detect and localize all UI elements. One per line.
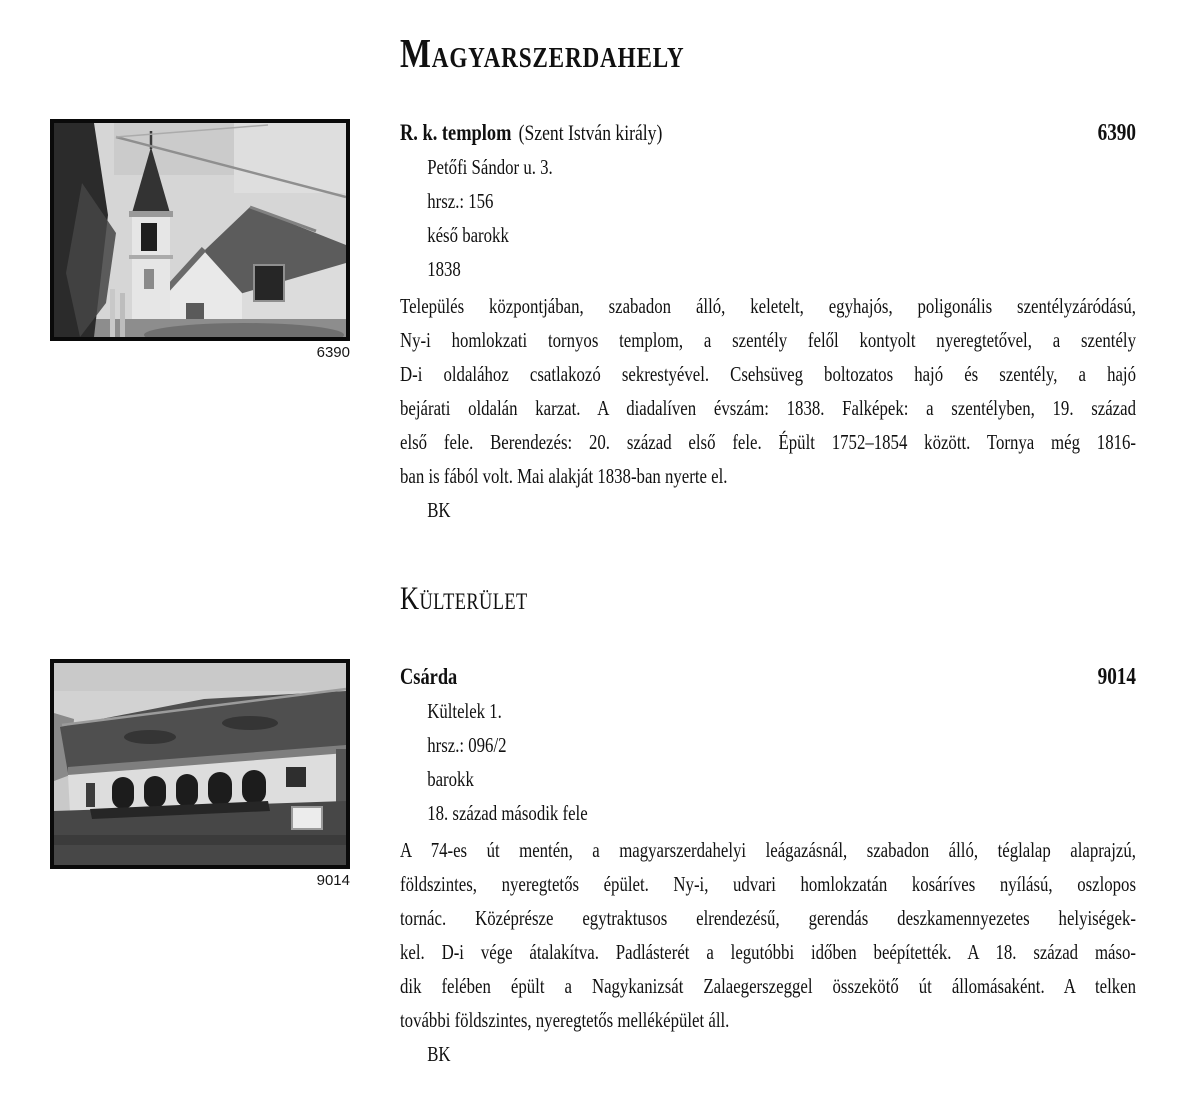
address-line: Kültelek 1. — [427, 699, 502, 723]
description-line: D-i oldalához csatlakozó sekrestyével. Csehsüveg boltozatos hajó és szentély, a hajó — [400, 362, 1136, 386]
inn-photo-image — [50, 659, 350, 869]
description-line: A 74-es út mentén, a magyarszerdahelyi leágazásnál, szabadon álló, téglalap alaprajzú, — [400, 838, 1136, 862]
date-line: 1838 — [427, 257, 461, 281]
photo-caption: 9014 — [316, 872, 350, 889]
description-line: tornác. Középrésze egytraktusos elrendezésű, gerendás deszkamennyezetes helyiségek- — [400, 906, 1136, 930]
description-line: földszintes, nyeregtetős épület. Ny-i, udvari homlokzatán kosáríves nyílású, oszlopos — [400, 872, 1136, 896]
photo-caption: 6390 — [316, 344, 350, 361]
monument-name: Csárda — [400, 664, 458, 689]
entry-description — [400, 833, 1136, 1037]
monument-name: R. k. templom — [400, 120, 512, 145]
description-line: bejárati oldalán karzat. A diadalíven évszám: 1838. Falképek: a szentélyben, 19. század — [400, 396, 1136, 420]
photo-block-csarda — [50, 659, 350, 890]
style-line: barokk — [427, 767, 474, 791]
description-line: első fele. Berendezés: 20. század első fele. Épült 1752–1854 között. Tornya még 1816- — [400, 430, 1136, 454]
entry-title — [400, 660, 464, 694]
entry-title — [400, 116, 662, 150]
parcel-line: hrsz.: 156 — [427, 189, 494, 213]
entry-description — [400, 289, 1136, 493]
entry-details — [400, 150, 1136, 286]
author-initials: BK — [427, 1042, 451, 1066]
monument-entry-csarda — [400, 660, 1136, 1071]
monument-dedication: (Szent István király) — [518, 120, 663, 145]
entry-header — [400, 660, 1136, 694]
monument-number: 9014 — [1097, 664, 1136, 690]
entry-details — [400, 694, 1136, 830]
section-title: Külterület — [400, 581, 528, 617]
photo-block-templom — [50, 119, 350, 362]
author-initials: BK — [427, 498, 451, 522]
page-title: Magyarszerdahely — [400, 30, 685, 76]
monument-number: 6390 — [1097, 120, 1136, 146]
parcel-line: hrsz.: 096/2 — [427, 733, 507, 757]
description-line: dik felében épült a Nagykanizsát Zalaegerszeggel összekötő út állomásaként. A telken — [400, 974, 1136, 998]
description-line: Ny-i homlokzati tornyos templom, a szentély felől kontyolt nyeregtetővel, a szentély — [400, 328, 1136, 352]
description-line: ban is fából volt. Mai alakját 1838-ban nyerte el. — [400, 464, 728, 488]
description-line: kel. D-i vége átalakítva. Padlásterét a legutóbbi időben beépítették. A 18. század máso- — [400, 940, 1136, 964]
address-line: Petőfi Sándor u. 3. — [427, 155, 553, 179]
monument-entry-templom — [400, 116, 1136, 527]
church-photo-image — [50, 119, 350, 341]
description-line: további földszintes, nyeregtetős melléképület áll. — [400, 1008, 730, 1032]
description-line: Település központjában, szabadon álló, keletelt, egyhajós, poligonális szentélyzáródású, — [400, 294, 1136, 318]
style-line: késő barokk — [427, 223, 509, 247]
date-line: 18. század második fele — [427, 801, 588, 825]
entry-header — [400, 116, 1136, 150]
